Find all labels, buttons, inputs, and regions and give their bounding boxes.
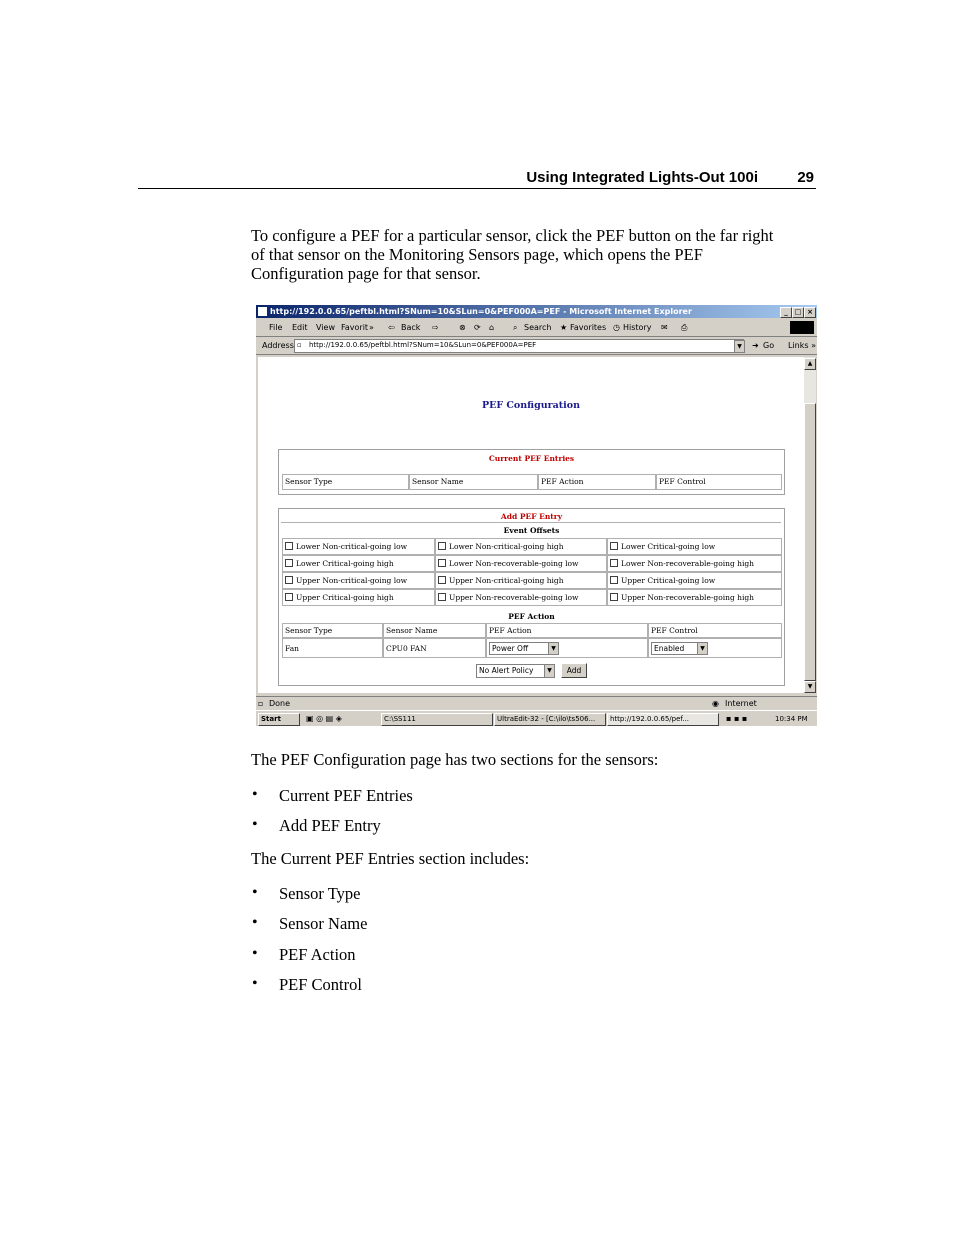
table-header-cell: PEF Action [486,623,648,638]
offset-cell: Upper Non-critical-going low [282,572,435,589]
table-header-cell: Sensor Name [409,474,538,490]
status-page-icon: ▫ [258,699,264,708]
alert-policy-select[interactable]: No Alert Policy ▼ [476,664,555,678]
pef-control-select[interactable]: Enabled ▼ [651,642,708,655]
offset-cell: Upper Critical-going low [607,572,782,589]
back-button[interactable]: Back [401,323,421,332]
taskbar [256,710,817,726]
table-header-cell: Sensor Type [282,474,409,490]
table-row [383,638,486,658]
offset-cell: Lower Critical-going high [282,555,435,572]
stop-icon[interactable]: ⊗ [459,323,466,332]
intro-line-1: To configure a PEF for a particular sensor, click the PEF button on the far right [251,226,774,245]
internet-zone-icon: ◉ [712,699,719,708]
list-item: Sensor Type [279,884,361,903]
status-bar [256,696,817,710]
quick-launch-icons[interactable]: ▣ ◎ ▤ ◈ [306,714,342,723]
offset-checkbox[interactable] [610,593,618,601]
address-dropdown-icon[interactable]: ▼ [734,340,745,353]
intro-line-2: of that sensor on the Monitoring Sensors page, which opens the PEF [251,245,703,264]
page-title: PEF Configuration [481,400,581,411]
chevron-down-icon: ▼ [544,665,554,677]
list-item: Add PEF Entry [279,816,381,835]
menu-favorites[interactable]: Favorit [341,323,369,332]
divider [281,522,781,523]
history-button[interactable]: History [623,323,652,332]
event-offsets-heading: Event Offsets [503,526,560,535]
offset-cell: Upper Non-recoverable-going high [607,589,782,606]
bullet-icon: • [252,914,258,931]
offset-checkbox[interactable] [610,542,618,550]
sensor-type-value: Fan [285,644,299,653]
offset-checkbox[interactable] [438,576,446,584]
offset-cell: Upper Non-recoverable-going low [435,589,607,606]
table-row [648,638,782,658]
list-item: Sensor Name [279,914,368,933]
offset-cell: Lower Critical-going low [607,538,782,555]
current-entries-table [278,449,785,495]
offset-cell: Lower Non-critical-going high [435,538,607,555]
address-input[interactable] [294,339,744,353]
scroll-up-icon[interactable]: ▲ [804,358,816,370]
go-button[interactable]: Go [763,341,775,350]
table-row [282,638,383,658]
offset-cell: Lower Non-recoverable-going low [435,555,607,572]
add-entry-table [278,508,785,686]
print-icon[interactable]: ⎙ [681,323,688,332]
start-button[interactable] [258,713,300,726]
page-number: 29 [797,169,814,186]
pef-action-select[interactable]: Power Off ▼ [489,642,559,655]
table-header-cell: PEF Control [648,623,782,638]
home-icon[interactable]: ⌂ [489,323,495,332]
favorites-button[interactable]: Favorites [570,323,607,332]
task-ultraedit[interactable]: UltraEdit-32 - [C:\ilo\ts506... [494,713,606,726]
chevron-down-icon: ▼ [548,643,558,654]
search-button[interactable]: Search [524,323,552,332]
maximize-icon[interactable]: □ [792,307,804,318]
table-header-cell: PEF Action [538,474,656,490]
sections-intro: The PEF Configuration page has two sections for the sensors: [251,750,659,769]
bullet-icon: • [252,945,258,962]
offset-checkbox[interactable] [285,576,293,584]
back-arrow-icon[interactable]: ⇦ [388,323,395,332]
event-offsets-grid [282,538,782,608]
tray-icons: ▪ ▪ ▪ [726,714,748,723]
offset-cell: Lower Non-recoverable-going high [607,555,782,572]
intro-paragraph [251,226,821,283]
browser-viewport [258,357,804,693]
offset-cell: Upper Critical-going high [282,589,435,606]
address-value: http://192.0.0.65/peftbl.html?SNum=10&SLun=0&PEF000A=PEF [309,341,537,349]
bullet-icon: • [252,786,258,803]
address-label: Address [262,341,294,350]
offset-checkbox[interactable] [285,559,293,567]
menu-view[interactable]: View [316,323,335,332]
add-button[interactable]: Add [561,663,587,678]
status-text: Done [269,699,291,708]
refresh-icon[interactable]: ⟳ [474,323,481,332]
menu-edit[interactable]: Edit [292,323,308,332]
favorites-icon[interactable]: ★ [560,323,568,332]
sensor-name-value: CPU0 FAN [386,644,427,653]
list-item: Current PEF Entries [279,786,413,805]
go-arrow-icon[interactable]: ➜ [752,341,759,350]
current-entries-heading: Current PEF Entries [488,454,575,463]
intro-line-3: Configuration page for that sensor. [251,264,481,283]
links-button[interactable]: Links » [788,341,816,350]
bullet-icon: • [252,975,258,992]
vertical-scrollbar[interactable] [804,357,816,693]
running-header-title: Using Integrated Lights-Out 100i [526,169,758,186]
pef-action-heading: PEF Action [508,612,555,621]
offset-checkbox[interactable] [285,542,293,550]
add-entry-heading: Add PEF Entry [500,512,563,521]
minimize-icon[interactable]: _ [780,307,792,318]
zone-text: Internet [725,699,757,708]
close-icon[interactable]: × [804,307,816,318]
menu-bar [256,319,817,337]
address-bar [256,337,817,355]
offset-checkbox[interactable] [610,576,618,584]
offset-cell: Upper Non-critical-going high [435,572,607,589]
table-header-cell: Sensor Name [383,623,486,638]
offset-checkbox[interactable] [438,559,446,567]
offset-checkbox[interactable] [438,593,446,601]
menu-file[interactable]: File [269,323,283,332]
offset-cell: Lower Non-critical-going low [282,538,435,555]
includes-intro: The Current PEF Entries section includes: [251,849,530,868]
bullet-icon: • [252,816,258,833]
history-icon[interactable]: ◷ [613,323,620,332]
task-ss111[interactable]: C:\SS111 [381,713,493,726]
list-item: PEF Action [279,945,356,964]
forward-arrow-icon[interactable]: ⇨ [432,323,439,332]
table-header-cell: Sensor Type [282,623,383,638]
start-label: Start [261,715,281,723]
offset-checkbox[interactable] [610,559,618,567]
offset-checkbox[interactable] [438,542,446,550]
list-item: PEF Control [279,975,362,994]
chevron-down-icon: ▼ [697,643,707,654]
ie-logo-icon [258,307,267,316]
scroll-thumb[interactable] [804,403,816,681]
tray-clock: 10:34 PM [775,715,808,723]
window-title: http://192.0.0.65/peftbl.html?SNum=10&SLun=0&PEF000A=PEF - Microsoft Internet Explorer [270,307,692,316]
header-rule [138,188,816,189]
table-header-cell: PEF Control [656,474,782,490]
bullet-icon: • [252,884,258,901]
search-icon[interactable]: ⌕ [513,323,518,332]
browser-screenshot [256,305,817,726]
page-icon: ▫ [297,341,302,349]
offset-checkbox[interactable] [285,593,293,601]
scroll-down-icon[interactable]: ▼ [804,681,816,693]
windows-logo-icon [790,321,814,334]
mail-icon[interactable]: ✉ [661,323,668,332]
table-row [486,638,648,658]
task-browser[interactable]: http://192.0.0.65/pef... [607,713,719,726]
menu-overflow[interactable]: » [369,323,374,332]
browser-titlebar [256,305,817,318]
